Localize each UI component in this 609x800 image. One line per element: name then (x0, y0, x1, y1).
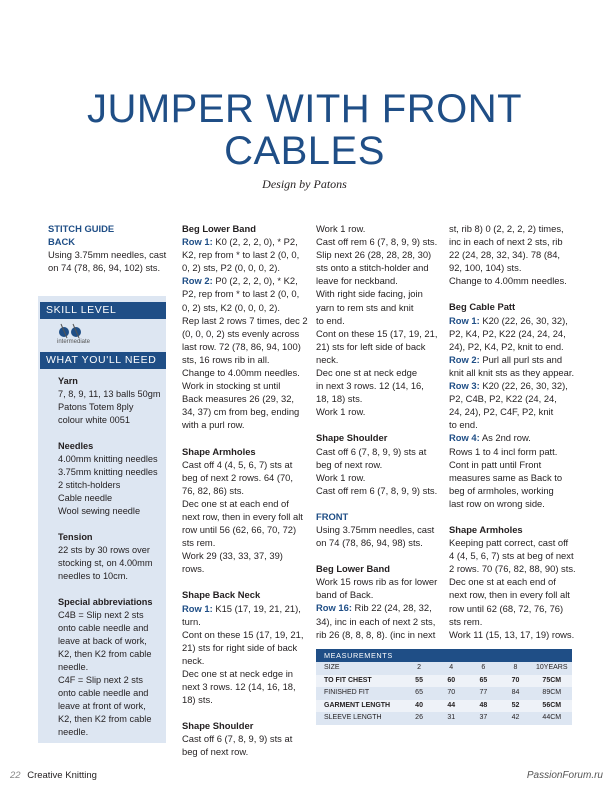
stitch-guide-heading: STITCH GUIDE (48, 223, 115, 234)
measurement-value: 42 (511, 714, 520, 721)
measurements-heading: MEASUREMENTS (316, 649, 572, 662)
text-span: Rib 22 (24, 28, 32, (351, 602, 432, 614)
text-line: 24), P2, K4, P2, knit to end. (449, 340, 564, 352)
text-line: P2, rep from * to last 2 (0, 0, (182, 288, 300, 300)
text-line: C4B = Slip next 2 sts (58, 610, 144, 620)
page-footer (10, 770, 97, 781)
text-line: neck. (316, 353, 339, 365)
text-line: to end. (449, 419, 478, 431)
text-line: 18, 18) sts. (316, 393, 363, 405)
text-line: Work 1 row. (316, 471, 366, 483)
text-line: Work 1 row. (316, 406, 366, 418)
measurement-value: 60 (447, 676, 456, 684)
row-label: Row 1: (182, 602, 213, 614)
measurement-value: 4 (449, 664, 454, 671)
front-heading: FRONT (316, 510, 349, 522)
text-line: Slip next 26 (28, 28, 28, 30) (316, 249, 432, 261)
shape-shoulder-heading: Shape Shoulder (182, 720, 254, 732)
text-line: 21) sts for right side of back (182, 641, 298, 653)
text-line: Cast off rem 6 (7, 8, 9, 9) sts. (316, 484, 438, 496)
measurement-value: 40 (415, 701, 423, 709)
skill-level-indicator (38, 319, 166, 352)
text-span: Purl all purl sts and (479, 353, 563, 365)
text-line: P2, K4, P2, K22 (24, 24, 24, (449, 327, 566, 339)
text-line: leave for neckband. (316, 275, 398, 287)
yarn-heading: Yarn (58, 376, 78, 386)
measurement-value: 10YEARS (536, 664, 568, 671)
text-line: K2, then K2 from cable (58, 714, 152, 724)
text-line: colour white 0051 (58, 415, 131, 425)
text-line: 0, 2) sts, P2 (0, 0, 0, 2). (182, 262, 280, 274)
beg-lower-band-heading: Beg Lower Band (182, 223, 256, 234)
row-label: Row 1: (182, 236, 213, 248)
measurement-label: SLEEVE LENGTH (324, 714, 382, 721)
text-line: beg of next row. (182, 746, 249, 758)
measurement-row (316, 662, 572, 675)
back-heading: BACK (48, 236, 76, 248)
text-line: Using 3.75mm needles, cast (316, 523, 435, 535)
measurement-value: 44 (447, 701, 456, 709)
text-span: K15 (17, 19, 21, 21), (212, 602, 301, 614)
text-line: Change to 4.00mm needles. (449, 275, 567, 287)
text-line: 92, 100, 104) sts. (449, 262, 522, 274)
text-line: Rows 1 to 4 incl form patt. (449, 445, 558, 457)
beg-lower-band-heading: Beg Lower Band (316, 563, 390, 575)
measurement-label: TO FIT CHEST (324, 676, 372, 684)
watermark: PassionForum.ru (526, 770, 603, 781)
text-line (449, 379, 579, 392)
measurement-value: 65 (479, 676, 488, 684)
shape-armholes-heading: Shape Armholes (182, 445, 256, 457)
text-line: Keeping patt correct, cast off (449, 537, 569, 549)
text-line: Work 29 (33, 33, 37, 39) (182, 550, 283, 562)
text-line: Work 11 (15, 13, 17, 19) rows. (449, 628, 575, 640)
text-line: 0, 2) sts, K2 (0, 0, 0, 2). (182, 301, 280, 313)
text-line: last row on wrong side. (449, 497, 545, 509)
measurement-value: 48 (479, 701, 488, 709)
column-4 (449, 222, 579, 641)
text-line: 18) sts. (182, 694, 213, 706)
text-line: neck. (182, 654, 205, 666)
text-line: to end. (316, 314, 345, 326)
measurement-row (316, 700, 572, 713)
text-line: 3.75mm knitting needles (58, 467, 158, 477)
text-line: band of Back. (316, 589, 374, 601)
tension-heading: Tension (58, 532, 93, 542)
measurement-value: 26 (415, 714, 423, 721)
measurement-value: 8 (513, 664, 518, 671)
text-line: (0, 0, 0, 2) sts evenly across (182, 327, 300, 339)
magazine-name: Creative Knitting (27, 770, 97, 781)
title-line-1: JUMPER WITH FRONT (86, 87, 523, 131)
text-line: measures same as Back to (449, 471, 563, 483)
measurement-value: 56CM (542, 701, 562, 709)
text-line: 21) sts for left side of back (316, 340, 426, 352)
text-line: Change to 4.00mm needles. (182, 367, 300, 379)
text-line (182, 274, 310, 287)
text-line: Work in stocking st until (182, 380, 281, 392)
text-span: As 2nd row. (479, 432, 531, 444)
text-line: 34, 37) cm from beg, ending (182, 406, 300, 418)
column-1 (48, 222, 173, 274)
text-line: on 74 (78, 86, 94, 98) sts. (316, 537, 423, 549)
measurements-rows (316, 662, 572, 725)
text-line: 4.00mm knitting needles (58, 454, 158, 464)
column-2 (182, 222, 310, 759)
column-3 (316, 222, 444, 641)
shape-shoulder-heading: Shape Shoulder (316, 432, 388, 444)
text-line: 2 rows. 70 (76, 82, 88, 90) sts. (449, 563, 576, 575)
text-line: Rep last 2 rows 7 times, dec 2 (182, 314, 308, 326)
text-line: K2, rep from * to last 2 (0, 0, (182, 249, 300, 261)
text-line (182, 235, 310, 248)
page-number: 22 (10, 770, 21, 781)
text-line: Cont on these 15 (17, 19, 21, (182, 628, 304, 640)
text-line: inc in each of next 2 sts, rib (449, 236, 563, 248)
text-line: with a purl row. (182, 419, 245, 431)
text-line: beg of next row. (316, 458, 383, 470)
text-line: P2, C4B, P2, K22 (24, 24, (449, 393, 557, 405)
text-line: onto cable needle and (58, 623, 149, 633)
text-span: K20 (22, 26, 30, 32), (479, 314, 568, 326)
text-line: 7, 8, 9, 11, 13 balls 50gm (58, 389, 161, 399)
beg-cable-patt-heading: Beg Cable Patt (449, 301, 516, 313)
text-line: next 3 rows. 12 (14, 16, 18, (182, 681, 296, 693)
text-line: beg of armholes, working (449, 484, 554, 496)
text-line: rows. (182, 563, 205, 575)
title-line-2: CABLES (224, 129, 385, 173)
text-line: leave at front of work, (58, 701, 146, 711)
text-line: 24, 24), P2, C4F, P2, knit (449, 406, 554, 418)
shape-back-neck-heading: Shape Back Neck (182, 589, 261, 601)
text-line: Work 1 row. (316, 223, 366, 234)
text-span: K20 (22, 26, 30, 32), (479, 380, 568, 392)
measurement-row (316, 675, 572, 688)
row-label: Row 2: (449, 353, 480, 365)
measurement-value: 6 (481, 664, 486, 671)
text-line (316, 601, 444, 614)
text-line: row until 56 (62, 66, 70, 72) (182, 524, 297, 536)
text-line: K2, then K2 from cable (58, 649, 152, 659)
text-line: rib 26 (8, 8, 8, 8). (inc in next (316, 628, 436, 640)
text-line: Dec one st at neck edge in (182, 668, 294, 679)
measurement-value: 52 (511, 701, 520, 709)
text-line: needle. (58, 662, 89, 672)
row-label: Row 16: (316, 602, 352, 614)
text-line: leave at back of work, (58, 636, 147, 646)
text-line: row until 62 (68, 72, 76, 76) (449, 602, 564, 614)
measurement-label: SIZE (324, 664, 340, 671)
measurement-label: FINISHED FIT (324, 689, 370, 696)
text-line (449, 431, 579, 444)
page-title (0, 88, 609, 172)
text-span: K0 (2, 2, 2, 0), * P2, (212, 236, 298, 248)
text-line: Dec one st at neck edge (316, 367, 418, 379)
text-line (449, 314, 579, 327)
measurement-value: 70 (447, 689, 456, 696)
skill-level-heading: SKILL LEVEL (40, 302, 166, 319)
text-line: Work 15 rows rib as for lower (316, 576, 438, 588)
byline: Design by Patons (262, 177, 347, 191)
measurement-value: 2 (417, 664, 422, 671)
special-abbreviations-heading: Special abbreviations (58, 597, 153, 607)
text-line: Dec one st at each end of (182, 497, 289, 509)
text-line: Cast off rem 6 (7, 8, 9, 9) sts. (316, 236, 438, 248)
text-line: st, rib 8) 0 (2, 2, 2, 2) times, (449, 223, 564, 234)
measurement-label: GARMENT LENGTH (324, 701, 391, 709)
measurement-value: 65 (415, 689, 423, 696)
text-line: Wool sewing needle (58, 506, 141, 516)
text-line: needle. (58, 727, 89, 737)
measurements-table (316, 649, 572, 725)
text-line: sts rem. (182, 537, 216, 549)
text-line: Using 3.75mm needles, cast (48, 249, 167, 261)
text-line: sts onto a stitch-holder and (316, 262, 429, 274)
measurement-row (316, 687, 572, 700)
sidebar-body (38, 369, 166, 739)
yarn-balls-icon (58, 322, 88, 340)
text-line: on 74 (78, 86, 94, 102) sts. (48, 262, 161, 274)
text-line: turn. (182, 615, 201, 627)
text-line: With right side facing, join (316, 288, 423, 300)
row-label: Row 1: (449, 314, 480, 326)
sidebar-panel (38, 296, 166, 743)
text-line: 34), inc in each of next 2 sts, (316, 615, 436, 627)
measurement-row (316, 712, 572, 725)
measurement-value: 84 (511, 689, 520, 696)
measurement-value: 31 (447, 714, 456, 721)
text-line: onto cable needle and (58, 688, 149, 698)
text-line: C4F = Slip next 2 sts (58, 675, 144, 685)
text-line (449, 353, 579, 366)
text-line: sts rem. (449, 615, 483, 627)
what-you-need-heading: WHAT YOU'LL NEED (40, 352, 166, 369)
text-line: Back measures 26 (29, 32, (182, 393, 295, 405)
text-line: in next 3 rows. 12 (14, 16, (316, 380, 424, 392)
text-line (182, 602, 310, 615)
text-line: next row, then in every foll alt (182, 510, 303, 522)
text-line: Cast off 4 (4, 5, 6, 7) sts at (182, 458, 293, 470)
text-line: 4 (4, 5, 6, 7) sts at beg of next (449, 550, 574, 562)
text-line: last row. 72 (78, 86, 94, 100) (182, 340, 301, 352)
text-span: P0 (2, 2, 2, 0), * K2, (212, 275, 298, 287)
text-line: beg of next 2 rows. 64 (70, (182, 471, 294, 483)
skill-label: intermediate (57, 339, 91, 345)
text-line: stocking st, on 4.00mm (58, 558, 153, 568)
text-line: Cast off 6 (7, 8, 9, 9) sts at (182, 733, 293, 745)
measurement-value: 37 (479, 714, 488, 721)
text-line: needles to 10cm. (58, 571, 128, 581)
text-line: 22 sts by 30 rows over (58, 545, 150, 555)
measurement-value: 44CM (542, 714, 562, 721)
text-line: 2 stitch-holders (58, 480, 121, 490)
text-line: 76, 82, 86) sts. (182, 484, 245, 496)
text-line: Cont on these 15 (17, 19, 21, (316, 327, 438, 339)
text-line: Patons Totem 8ply (58, 402, 134, 412)
measurement-value: 77 (479, 689, 488, 696)
measurement-value: 89CM (542, 689, 562, 696)
row-label: Row 2: (182, 275, 213, 287)
text-line: 22 (24, 28, 32, 34). 78 (84, (449, 249, 561, 261)
text-line: Cable needle (58, 493, 113, 503)
measurement-value: 55 (415, 676, 423, 684)
measurement-value: 75CM (542, 676, 562, 684)
shape-armholes-heading: Shape Armholes (449, 523, 523, 535)
text-line: knit all knit sts as they appear. (449, 366, 575, 378)
needles-heading: Needles (58, 441, 94, 451)
text-line: yarn to rem sts and knit (316, 301, 414, 313)
row-label: Row 4: (449, 432, 480, 444)
text-line: Dec one st at each end of (449, 576, 556, 588)
row-label: Row 3: (449, 380, 480, 392)
text-line: Cast off 6 (7, 8, 9, 9) sts at (316, 445, 427, 457)
text-line: sts, 16 rows rib in all. (182, 353, 270, 365)
text-line: next row, then in every foll alt (449, 589, 570, 601)
text-line: Cont in patt until Front (449, 458, 542, 470)
measurement-value: 70 (511, 676, 520, 684)
